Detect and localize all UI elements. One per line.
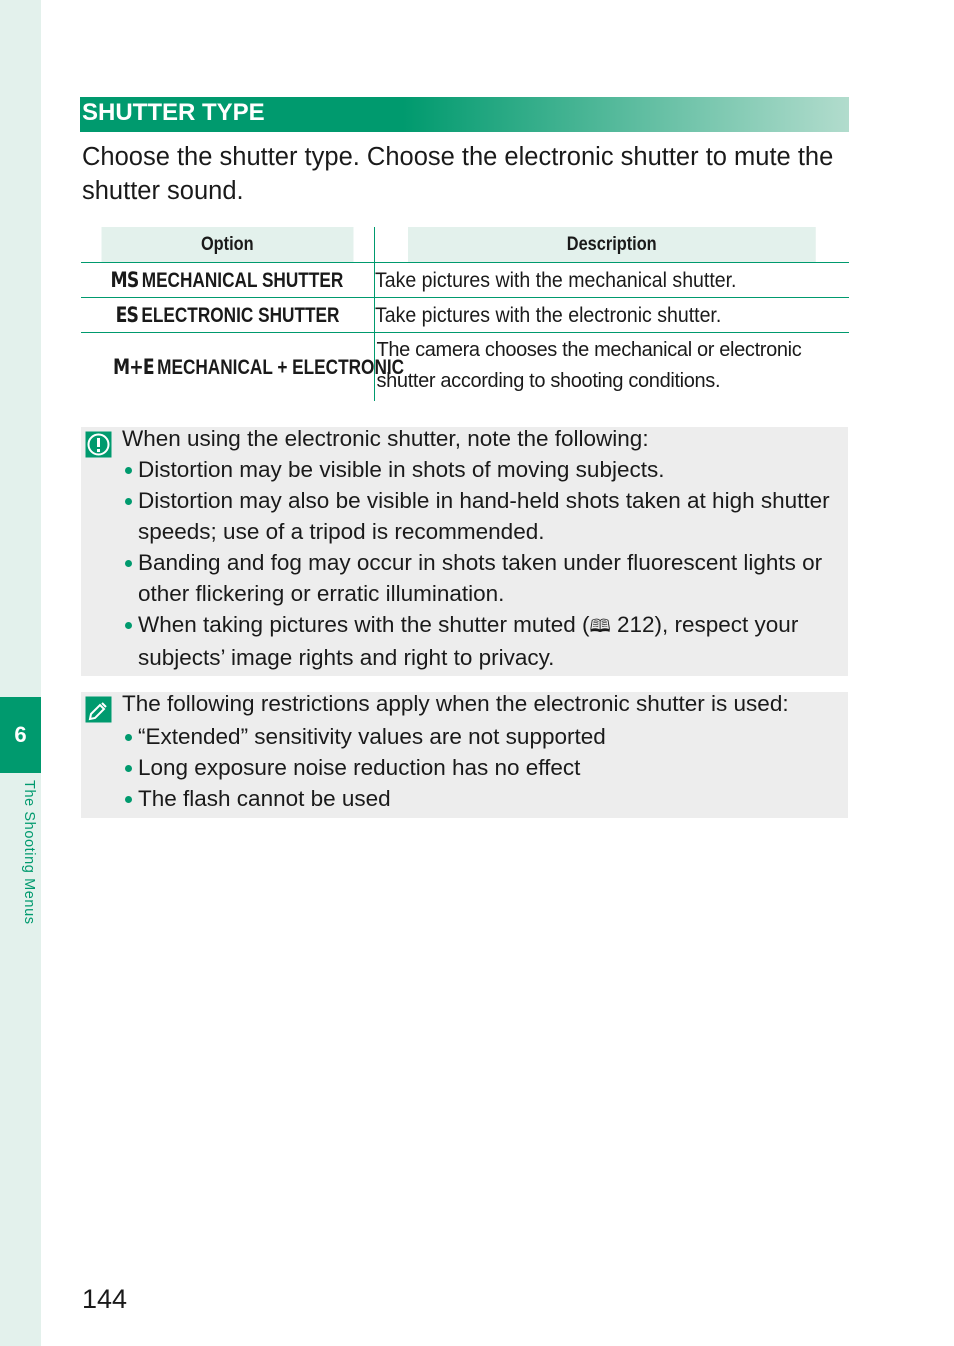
list-item: The flash cannot be used [122, 783, 844, 814]
list-item: Distortion may be visible in shots of moving subjects. [122, 454, 844, 485]
description-cell [374, 263, 849, 298]
note-list [122, 721, 844, 814]
intro-text: Choose the shutter type. Choose the electronic shutter to mute the shutter sound. [82, 143, 834, 205]
caution-icon [85, 431, 112, 458]
electronic-shutter-icon: ES [115, 302, 138, 327]
description-text: Take pictures with the mechanical shutter. [374, 268, 736, 292]
list-item: Banding and fog may occur in shots taken under fluorescent lights or other flickering or erratic illumination. [122, 547, 844, 609]
caution-intro: When using the electronic shutter, note the following: [122, 426, 649, 451]
header-option: Option [102, 227, 354, 263]
note-box [81, 692, 848, 818]
note-intro: The following restrictions apply when the electronic shutter is used: [122, 691, 789, 716]
chapter-tab [0, 697, 41, 773]
item-text-before: When taking pictures with the shutter muted ( [138, 612, 590, 637]
table-row [81, 263, 849, 298]
description-cell [374, 298, 849, 333]
option-label: MECHANICAL SHUTTER [142, 268, 344, 292]
option-label: ELECTRONIC SHUTTER [141, 303, 340, 327]
caution-box [81, 427, 848, 676]
options-table [81, 227, 849, 401]
item-text-after: ), respect your subjects’ image rights and right to privacy. [138, 612, 799, 670]
mechanical-shutter-icon: MS [110, 267, 139, 292]
header-description: Description [407, 227, 816, 263]
list-item: Long exposure noise reduction has no effect [122, 752, 844, 783]
option-cell [81, 333, 405, 402]
page-reference-link[interactable]: 212 [616, 612, 655, 637]
section-header [80, 97, 849, 132]
list-item: Distortion may also be visible in hand-held shots taken at high shutter speeds; use of a tripod is recommended. [122, 485, 844, 547]
note-icon [85, 696, 112, 723]
description-text: Take pictures with the electronic shutter. [374, 303, 721, 327]
mechanical-electronic-icon: M+E [112, 354, 154, 379]
option-cell [81, 298, 374, 333]
table-row [81, 333, 849, 402]
list-item: “Extended” sensitivity values are not supported [122, 721, 844, 752]
page-number: 144 [82, 1284, 128, 1314]
list-item [122, 609, 844, 673]
description-text: The camera chooses the mechanical or electronic shutter according to shooting conditions. [376, 339, 802, 392]
book-icon: 🕮 [589, 616, 611, 637]
option-label: MECHANICAL + ELECTRONIC [157, 355, 405, 379]
chapter-number: 6 [14, 722, 27, 747]
table-row [81, 298, 849, 333]
chapter-label: The Shooting Menus [21, 780, 37, 925]
caution-list [122, 454, 844, 673]
description-cell [374, 333, 849, 402]
option-cell [81, 263, 374, 298]
table-header-row [81, 227, 849, 263]
sidebar [0, 0, 41, 1346]
section-title: SHUTTER TYPE [82, 99, 265, 126]
